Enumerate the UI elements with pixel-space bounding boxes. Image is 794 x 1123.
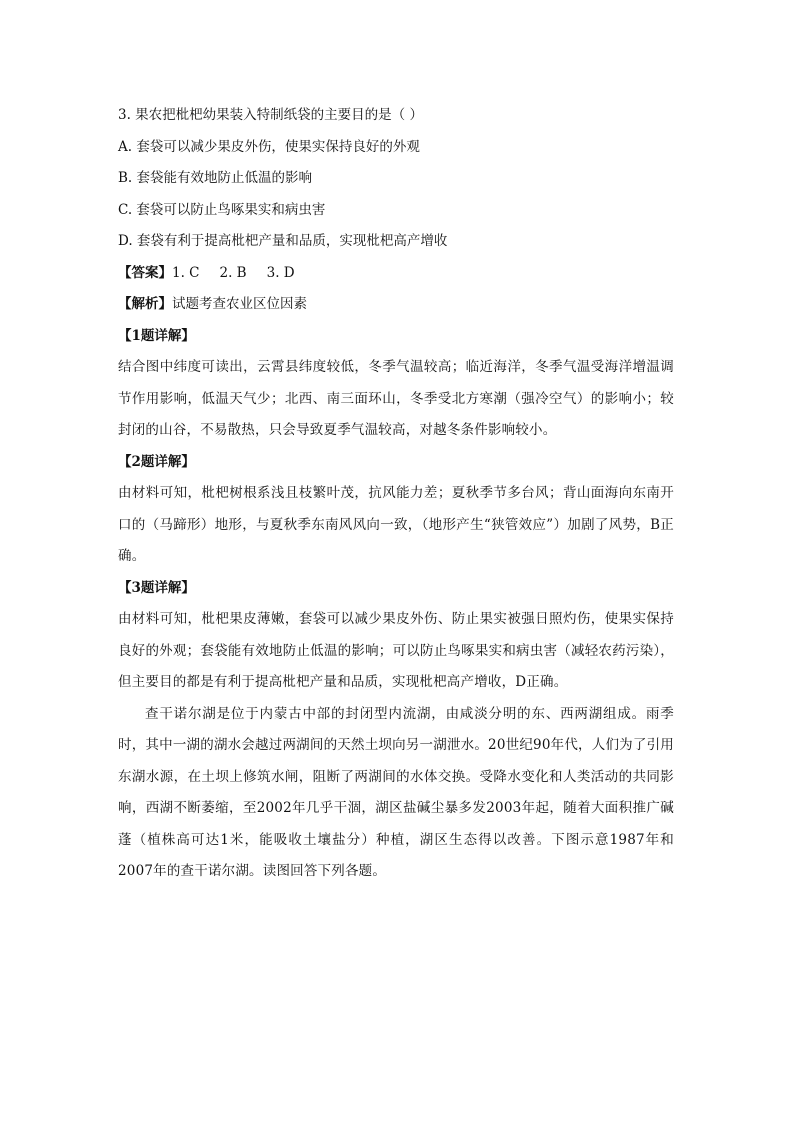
detail-2-label: 【2题详解】 [118, 453, 195, 470]
detail-1-label: 【1题详解】 [118, 327, 195, 344]
question-3-option-b: B. 套袋能有效地防止低温的影响 [118, 170, 313, 186]
detail-3-label: 【3题详解】 [118, 579, 195, 596]
answer-line [118, 258, 674, 290]
analysis-text: 试题考查农业区位因素 [172, 296, 307, 312]
question-3-option-d: D. 套袋有利于提高枇杷产量和品质，实现枇杷高产增收 [118, 233, 448, 249]
detail-1-text: 结合图中纬度可读出，云霄县纬度较低，冬季气温较高；临近海洋，冬季气温受海洋增温调节作用影响，低温天气少；北西、南三面环山，冬季受北方寒潮（强冷空气）的影响小；较封闭的山谷，不易散热，只会导致夏季气温较高，对越冬条件影响较小。 [118, 359, 674, 438]
detail-3-text: 由材料可知，枇杷果皮薄嫩，套袋可以减少果皮外伤、防止果实被强日照灼伤，使果实保持良好的外观；套袋能有效地防止低温的影响；可以防止鸟啄果实和病虫害（减轻农药污染），但主要目的都是有利于提高枇杷产量和品质，实现枇杷高产增收，D正确。 [118, 611, 674, 690]
answer-item-2: 2. B [219, 264, 247, 281]
document-content [118, 100, 674, 888]
analysis-label: 【解析】 [118, 296, 172, 312]
answer-label: 【答案】 [118, 264, 172, 281]
answer-item-3: 3. D [266, 264, 295, 281]
analysis-line [118, 289, 674, 321]
answer-item-1: 1. C [172, 264, 200, 281]
question-3-option-c: C. 套袋可以防止鸟啄果实和病虫害 [118, 201, 326, 218]
question-3-stem: 3. 果农把枇杷幼果装入特制纸袋的主要目的是（ ） [118, 107, 423, 123]
detail-2-text: 由材料可知，枇杷树根系浅且枝繁叶茂，抗风能力差；夏秋季节多台风；背山面海向东南开口的（马蹄形）地形，与夏秋季东南风风向一致，（地形产生“狭管效应”）加剧了风势，B正确。 [118, 485, 674, 564]
passage-text: 查干诺尔湖是位于内蒙古中部的封闭型内流湖，由咸淡分明的东、西两湖组成。雨季时，其中一湖的湖水会越过两湖间的天然土坝向另一湖泄水。20世纪90年代，人们为了引用东湖水源，在土坝上修筑水闸，阻断了两湖间的水体交换。受降水变化和人类活动的共同影响，西湖不断萎缩，至2002年几乎干涸，湖区盐碱尘暴多发2003年起，随着大面积推广碱蓬（植株高可达1米，能吸收土壤盐分）种植，湖区生态得以改善。下图示意1987年和2007年的查干诺尔湖。读图回答下列各题。 [118, 705, 674, 879]
question-3-option-a: A. 套袋可以减少果皮外伤，使果实保持良好的外观 [118, 138, 420, 155]
